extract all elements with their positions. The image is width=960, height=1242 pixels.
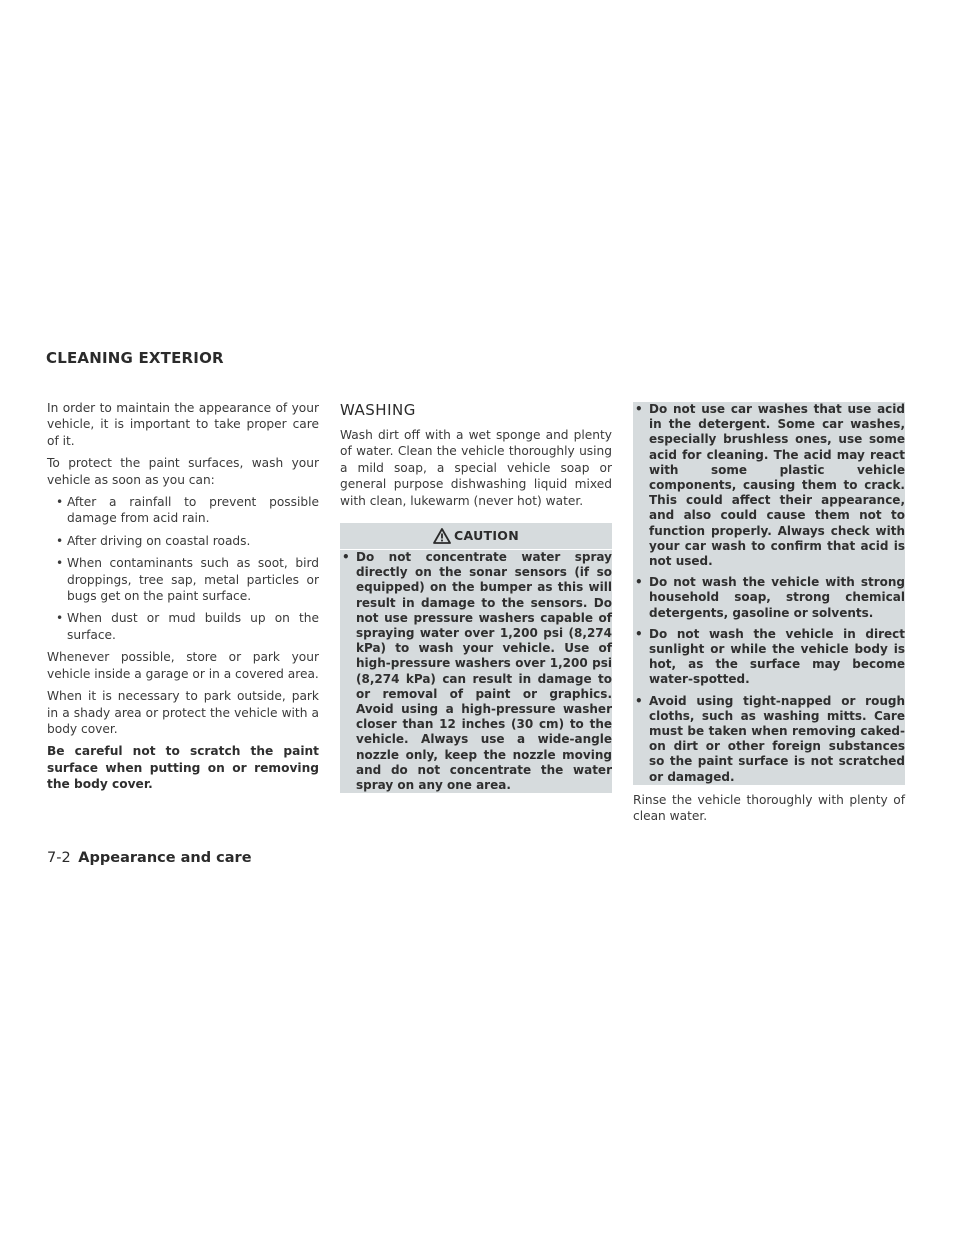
- caution-item: • Avoid using tight-napped or rough cloths, such as washing mitts. Care must be taken when removing caked-on dirt or other foreign substances so the paint surface is not scratched or damaged.: [633, 694, 905, 785]
- park-paragraph: When it is necessary to park outside, park in a shady area or protect the vehicle with a body cover.: [47, 689, 319, 736]
- caution-item: • Do not concentrate water spray directly on the sonar sensors (if so equipped) on the bumper as this will result in damage to the sensors. Do not use pressure washers capable of spraying water over 1,200 psi (8,274 kPa) to wash your vehicle. Use of high-pressure washers over 1,200 psi (8,274 kPa) can result in damage to or removal of paint or graphics. Avoid using a high-pressure washer closer than 12 inches (30 cm) to the vehicle. Always use a wide-angle nozzle only, keep the nozzle moving and do not concentrate the water spray on any one area.: [340, 550, 612, 793]
- caution-list: [633, 402, 905, 785]
- list-item: • After driving on coastal roads.: [47, 533, 319, 549]
- caution-item: • Do not use car washes that use acid in the detergent. Some car washes, especially brushless ones, use some acid for cleaning. The acid may react with some plastic vehicle components, causing them to crack. This could affect their appearance, and also could cause them not to function properly. Always check with your car wash to confirm that acid is not used.: [633, 402, 905, 569]
- store-paragraph: Whenever possible, store or park your vehicle inside a garage or in a covered area.: [47, 650, 319, 681]
- body-cover-warning: Be careful not to scratch the paint surface when putting on or removing the body cover.: [47, 744, 319, 792]
- caution-header: [340, 523, 612, 550]
- washing-heading: WASHING: [340, 401, 416, 419]
- washing-paragraph: Wash dirt off with a wet sponge and plenty of water. Clean the vehicle thoroughly using a mild soap, a special vehicle soap or general purpose dishwashing liquid mixed with clean, lukewarm (never hot) water.: [340, 428, 612, 508]
- section-title: CLEANING EXTERIOR: [46, 349, 224, 367]
- list-item: • After a rainfall to prevent possible damage from acid rain.: [47, 494, 319, 527]
- protect-paragraph: To protect the paint surfaces, wash your vehicle as soon as you can:: [47, 456, 319, 487]
- column-middle: [340, 400, 612, 799]
- intro-paragraph: In order to maintain the appearance of your vehicle, it is important to take proper care of it.: [47, 401, 319, 448]
- caution-box-continued: [633, 402, 905, 785]
- rinse-paragraph: Rinse the vehicle thoroughly with plenty of clean water.: [633, 792, 905, 824]
- column-right: [633, 402, 905, 831]
- caution-box: [340, 523, 612, 793]
- page-number: 7-2: [47, 850, 71, 866]
- caution-item: • Do not wash the vehicle with strong household soap, strong chemical detergents, gasoline or solvents.: [633, 575, 905, 621]
- chapter-title: Appearance and care: [78, 850, 252, 866]
- list-item: • When dust or mud builds up on the surface.: [47, 610, 319, 643]
- caution-label: CAUTION: [454, 527, 519, 543]
- wash-occasions-list: [47, 494, 319, 643]
- caution-item: • Do not wash the vehicle in direct sunlight or while the vehicle body is hot, as the surface may become water-spotted.: [633, 627, 905, 688]
- page-footer: [47, 850, 252, 866]
- list-item: • When contaminants such as soot, bird droppings, tree sap, metal particles or bugs get on the paint surface.: [47, 555, 319, 604]
- caution-list: [340, 550, 612, 793]
- warning-triangle-icon: [433, 528, 451, 544]
- column-left: [47, 400, 319, 799]
